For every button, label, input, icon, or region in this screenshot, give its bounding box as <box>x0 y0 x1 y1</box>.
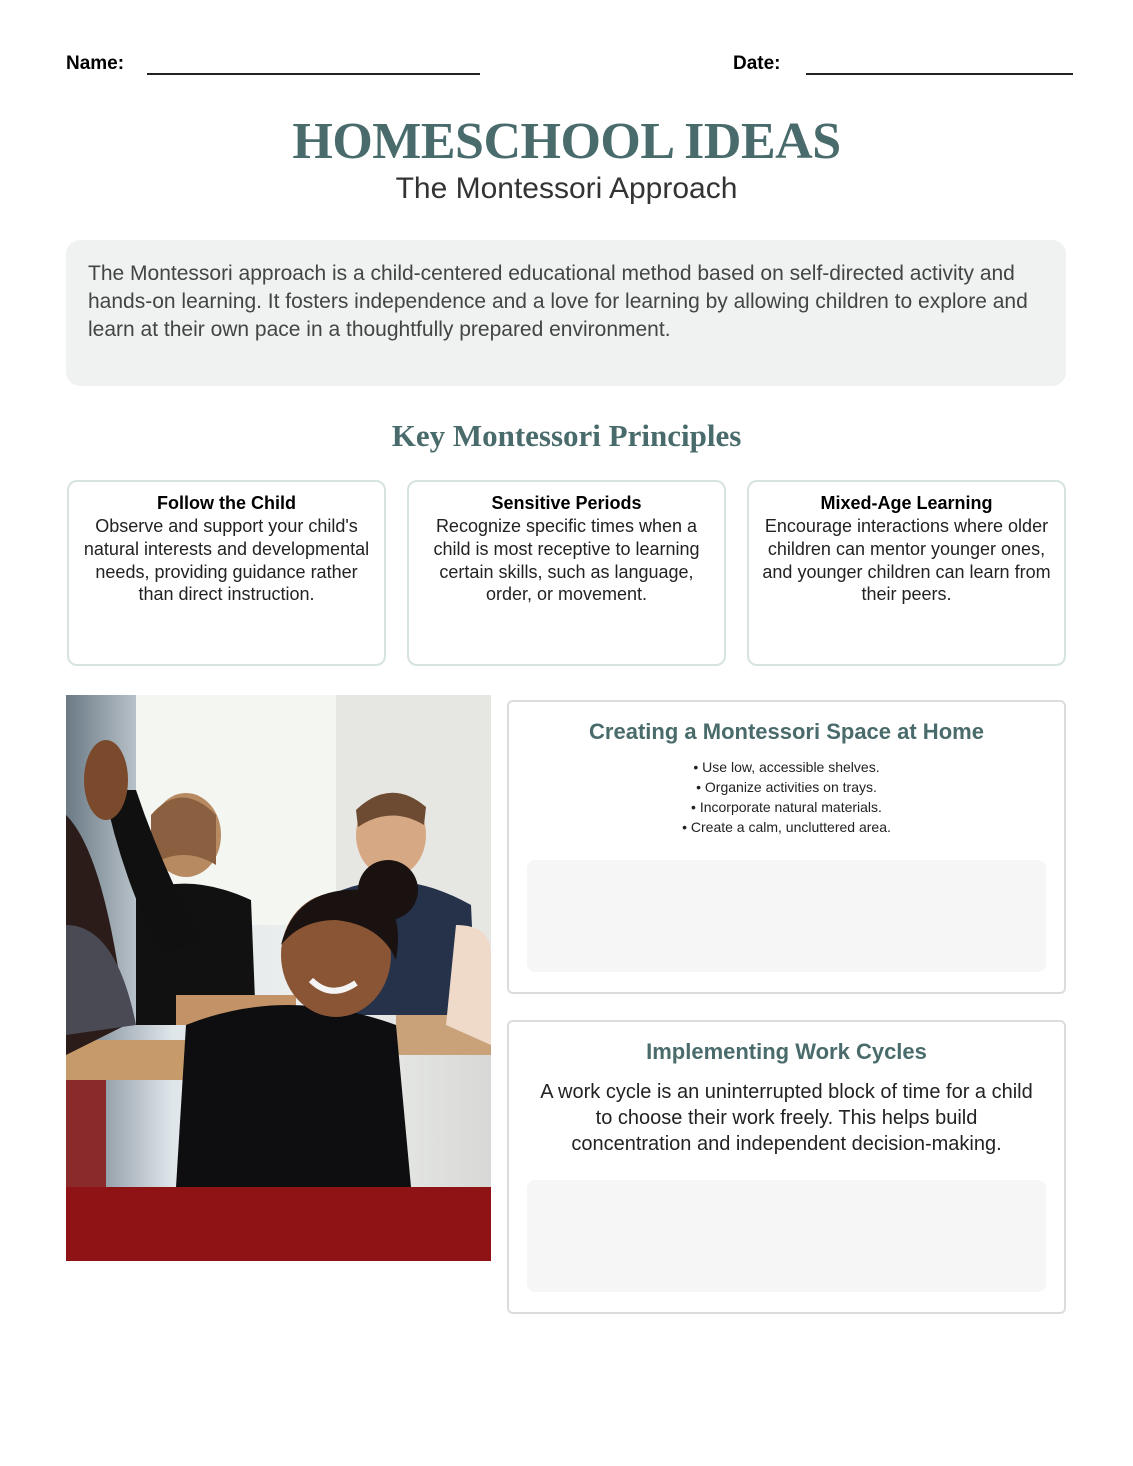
principles-heading: Key Montessori Principles <box>391 418 742 453</box>
notes-area[interactable] <box>527 860 1046 972</box>
classroom-photo <box>66 695 491 1187</box>
page-title: HOMESCHOOL IDEAS <box>292 113 841 170</box>
principle-body: Recognize specific times when a child is most receptive to learning certain skills, such as language, order, or movement. <box>433 516 700 605</box>
intro-text: The Montessori approach is a child-centered educational method based on self-directed activity and hands-on learning. It fosters independence and a love for learning by allowing children to explore and learn at their own pace in a thoughtfully prepared environment. <box>88 262 1028 341</box>
principle-body: Encourage interactions where older children can mentor younger ones, and younger children can learn from their peers. <box>762 516 1051 605</box>
principle-title: Mixed-Age Learning <box>820 493 993 513</box>
list-item: • Organize activities on trays. <box>696 779 877 795</box>
intro-box <box>66 240 1066 386</box>
list-item: • Create a calm, uncluttered area. <box>682 819 891 835</box>
notes-area[interactable] <box>527 1180 1046 1292</box>
name-field-line[interactable] <box>147 73 480 75</box>
bullet-list <box>509 757 1064 837</box>
page-subtitle: The Montessori Approach <box>395 172 738 205</box>
name-label: Name: <box>66 53 125 74</box>
principle-card-sensitive-periods <box>407 480 726 666</box>
principle-title: Sensitive Periods <box>491 493 642 513</box>
work-cycles-card <box>507 1020 1066 1314</box>
space-at-home-card <box>507 700 1066 994</box>
card-title: Creating a Montessori Space at Home <box>589 719 984 744</box>
card-body: A work cycle is an uninterrupted block of time for a child to choose their work freely. This helps build concentration and independent decision-making. <box>540 1081 1033 1155</box>
photo-accent-band <box>66 1187 491 1261</box>
card-title: Implementing Work Cycles <box>646 1039 927 1064</box>
principle-title: Follow the Child <box>157 493 296 513</box>
list-item: • Incorporate natural materials. <box>691 799 882 815</box>
principle-card-follow-the-child <box>67 480 386 666</box>
principle-card-mixed-age-learning <box>747 480 1066 666</box>
list-item: • Use low, accessible shelves. <box>693 759 880 775</box>
principle-body: Observe and support your child's natural interests and developmental needs, providing guidance rather than direct instruction. <box>83 516 370 605</box>
date-field-line[interactable] <box>806 73 1073 75</box>
date-label: Date: <box>733 53 781 74</box>
